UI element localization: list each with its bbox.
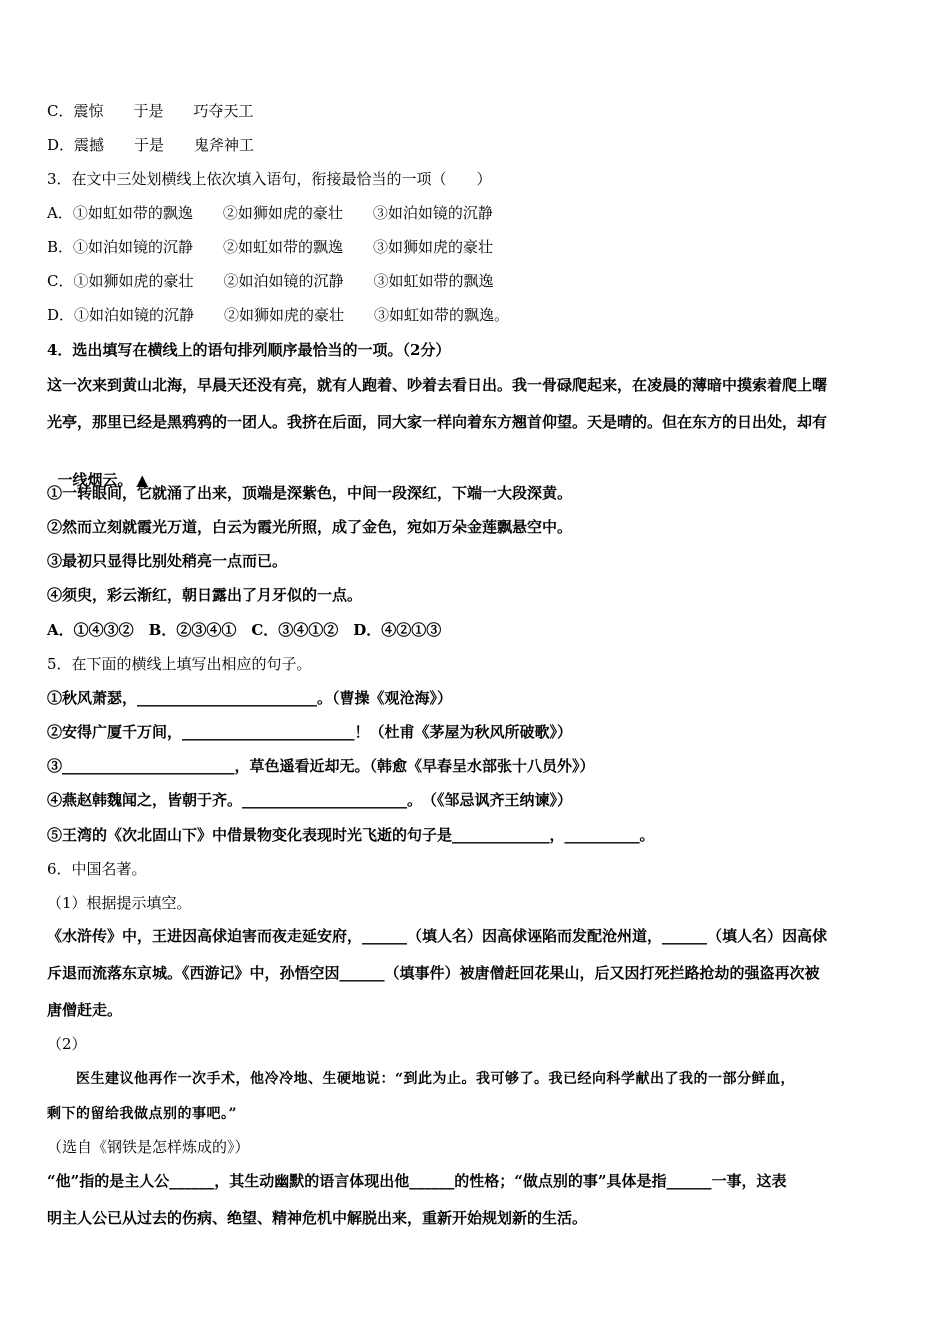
q6-quote-line-1: 医生建议他再作一次手术，他冷冷地、生硬地说：“到此为止。我可够了。我已经向科学献出了我的一部分鲜血， bbox=[47, 1071, 796, 1087]
q3-option-d: D．①如泊如镜的沉静 ②如狮如虎的豪壮 ③如虹如带的飘逸。 bbox=[47, 306, 510, 324]
q4-options: A．①④③② B．②③④① C．③④①② D．④②①③ bbox=[47, 621, 442, 639]
q2-option-d: D．震撼 于是 鬼斧神工 bbox=[47, 136, 255, 154]
q5-line-4: ④燕赵韩魏闻之，皆朝于齐。______________________。 （《邹忌讽齐王纳谏》） bbox=[47, 791, 573, 809]
q4-sentence-1: ①一转眼间，它就涌了出来，顶端是深紫色，中间一段深红，下端一大段深黄。 bbox=[47, 484, 573, 502]
q6-answer-line-1: “他”指的是主人公______，其生动幽默的语言体现出他______的性格；“做点别的事”具体是指______一事，这表 bbox=[47, 1172, 787, 1190]
q4-sentence-2: ②然而立刻就霞光万道，白云为霞光所照，成了金色，宛如万朵金莲飘悬空中。 bbox=[47, 518, 573, 536]
q3-option-b: B．①如泊如镜的沉静 ②如虹如带的飘逸 ③如狮如虎的豪壮 bbox=[47, 238, 494, 256]
q6-para-line-2: 斥退而流落东京城。《西游记》中，孙悟空因______（填事件）被唐僧赶回花果山，后又因打死拦路抢劫的强盗再次被 bbox=[47, 964, 820, 982]
q6-answer-line-2: 明主人公已从过去的伤病、绝望、精神危机中解脱出来，重新开始规划新的生活。 bbox=[47, 1209, 588, 1227]
q5-line-1: ①秋风萧瑟，________________________。（曹操《观沧海》） bbox=[47, 689, 453, 707]
q5-line-5: ⑤王湾的《次北固山下》中借景物变化表现时光飞逝的句子是_____________，__________。 bbox=[47, 826, 655, 844]
q3-option-a: A．①如虹如带的飘逸 ②如狮如虎的豪壮 ③如泊如镜的沉静 bbox=[47, 204, 493, 222]
q4-stem: 4．选出填写在横线上的语句排列顺序最恰当的一项。（2分） bbox=[47, 341, 451, 359]
q6-para-line-1: 《水浒传》中，王进因高俅迫害而夜走延安府，______（填人名）因高俅诬陷而发配沧州道，______（填人名）因高俅 bbox=[47, 927, 828, 945]
blank-triangle-icon: ▲ bbox=[136, 471, 149, 489]
q6-stem: 6．中国名著。 bbox=[47, 860, 147, 878]
q6-sub2: （2） bbox=[47, 1035, 87, 1053]
q4-passage-text: 一线烟云。 bbox=[57, 471, 133, 489]
q4-passage-line-1: 这一次来到黄山北海，早晨天还没有亮，就有人跑着、吵着去看日出。我一骨碌爬起来，在凌晨的薄暗中摸索着爬上曙 bbox=[47, 376, 828, 394]
q5-line-3: ③_______________________，草色遥看近却无。（韩愈《早春呈水部张十八员外》） bbox=[47, 757, 595, 775]
q4-sentence-3: ③最初只显得比别处稍亮一点而已。 bbox=[47, 552, 288, 570]
q6-source: （选自《钢铁是怎样炼成的》） bbox=[47, 1138, 250, 1156]
q6-quote-line-2: 剩下的留给我做点别的事吧。” bbox=[47, 1106, 238, 1122]
q3-stem: 3．在文中三处划横线上依次填入语句，衔接最恰当的一项（ ） bbox=[47, 170, 492, 188]
q3-option-c: C．①如狮如虎的豪壮 ②如泊如镜的沉静 ③如虹如带的飘逸 bbox=[47, 272, 494, 290]
q4-sentence-4: ④须臾，彩云渐红，朝日露出了月牙似的一点。 bbox=[47, 586, 363, 604]
q4-passage-line-2: 光亭，那里已经是黑鸦鸦的一团人。我挤在后面，同大家一样向着东方翘首仰望。天是晴的。但在东方的日出处，却有 bbox=[47, 413, 828, 431]
q5-line-2: ②安得广厦千万间，_______________________！（杜甫《茅屋为秋风所破歌》） bbox=[47, 723, 573, 741]
q2-option-c: C．震惊 于是 巧夺天工 bbox=[47, 102, 254, 120]
q5-stem: 5．在下面的横线上填写出相应的句子。 bbox=[47, 655, 312, 673]
q6-sub1: （1）根据提示填空。 bbox=[47, 894, 192, 912]
q6-para-line-3: 唐僧赶走。 bbox=[47, 1001, 123, 1019]
